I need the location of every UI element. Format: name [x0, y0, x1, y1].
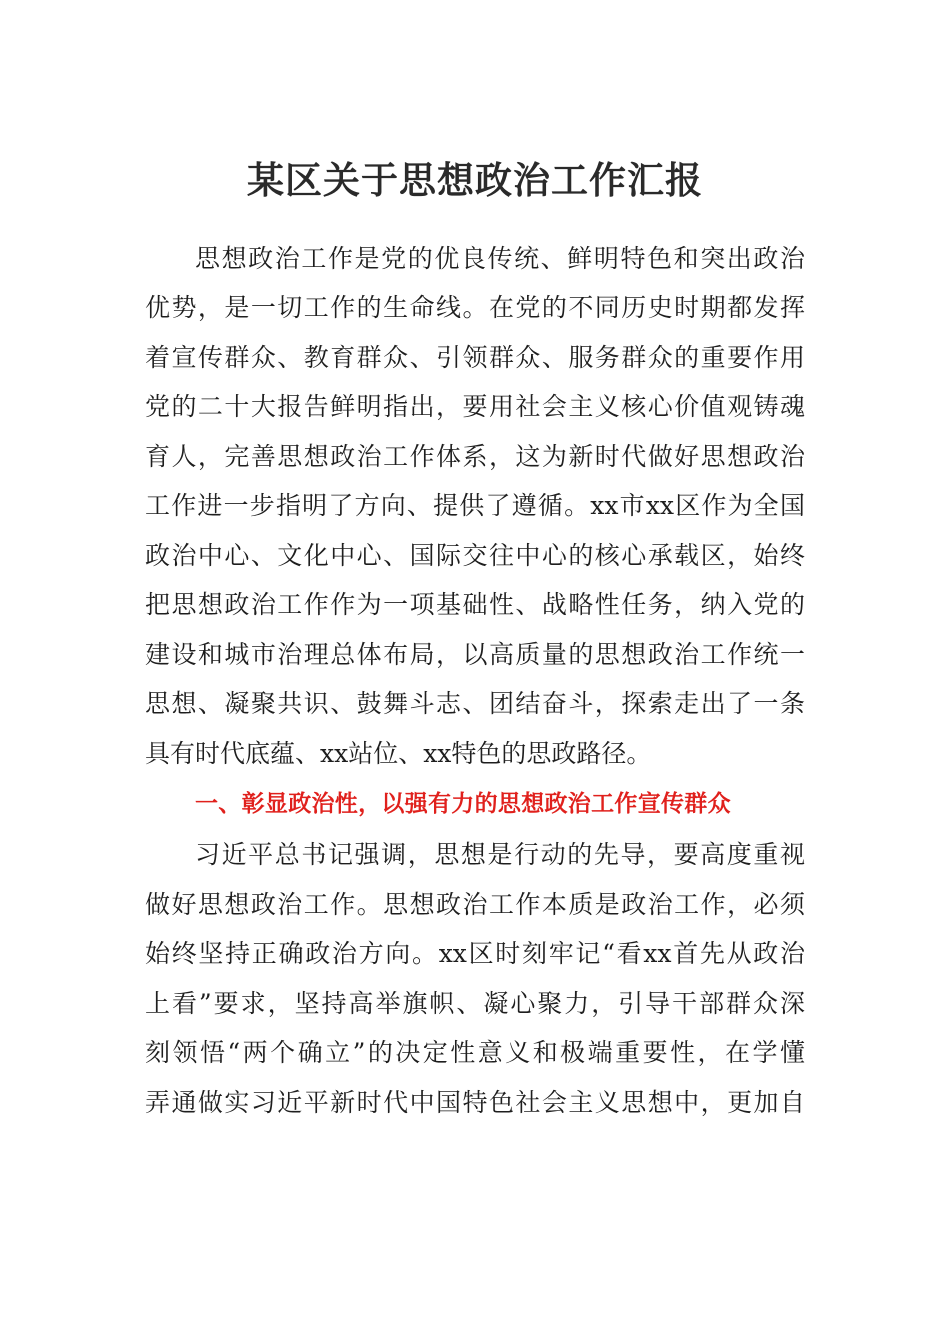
document-title: 某区关于思想政治工作汇报	[247, 159, 703, 202]
paragraph-line: 育人，完善思想政治工作体系，这为新时代做好思想政治	[145, 442, 805, 471]
paragraph-line: 做好思想政治工作。思想政治工作本质是政治工作，必须	[145, 890, 805, 919]
paragraph-line: 习近平总书记强调，思想是行动的先导，要高度重视	[195, 840, 805, 869]
paragraph-line: 着宣传群众、教育群众、引领群众、服务群众的重要作用	[145, 343, 805, 372]
paragraph-line: 上看”要求，坚持高举旗帜、凝心聚力，引导干部群众深	[145, 989, 805, 1018]
paragraph-line: 具有时代底蕴、xx站位、xx特色的思政路径。	[145, 739, 652, 768]
paragraph-line: 党的二十大报告鲜明指出，要用社会主义核心价值观铸魂	[145, 392, 805, 421]
paragraph-line: 优势，是一切工作的生命线。在党的不同历史时期都发挥	[145, 293, 805, 322]
paragraph-line: 建设和城市治理总体布局，以高质量的思想政治工作统一	[145, 640, 805, 669]
paragraph-line: 把思想政治工作作为一项基础性、战略性任务，纳入党的	[145, 590, 805, 619]
section-heading: 一、彰显政治性，以强有力的思想政治工作宣传群众	[195, 791, 731, 817]
paragraph-line: 政治中心、文化中心、国际交往中心的核心承载区，始终	[145, 541, 805, 570]
paragraph-line: 弄通做实习近平新时代中国特色社会主义思想中，更加自	[145, 1088, 805, 1117]
paragraph-line: 工作进一步指明了方向、提供了遵循。xx市xx区作为全国	[145, 491, 805, 520]
paragraph-line: 刻领悟“两个确立”的决定性意义和极端重要性，在学懂	[145, 1038, 805, 1067]
paragraph-line: 思想、凝聚共识、鼓舞斗志、团结奋斗，探索走出了一条	[145, 689, 805, 718]
paragraph-line: 思想政治工作是党的优良传统、鲜明特色和突出政治	[195, 244, 805, 273]
paragraph-line: 始终坚持正确政治方向。xx区时刻牢记“看xx首先从政治	[145, 939, 805, 968]
